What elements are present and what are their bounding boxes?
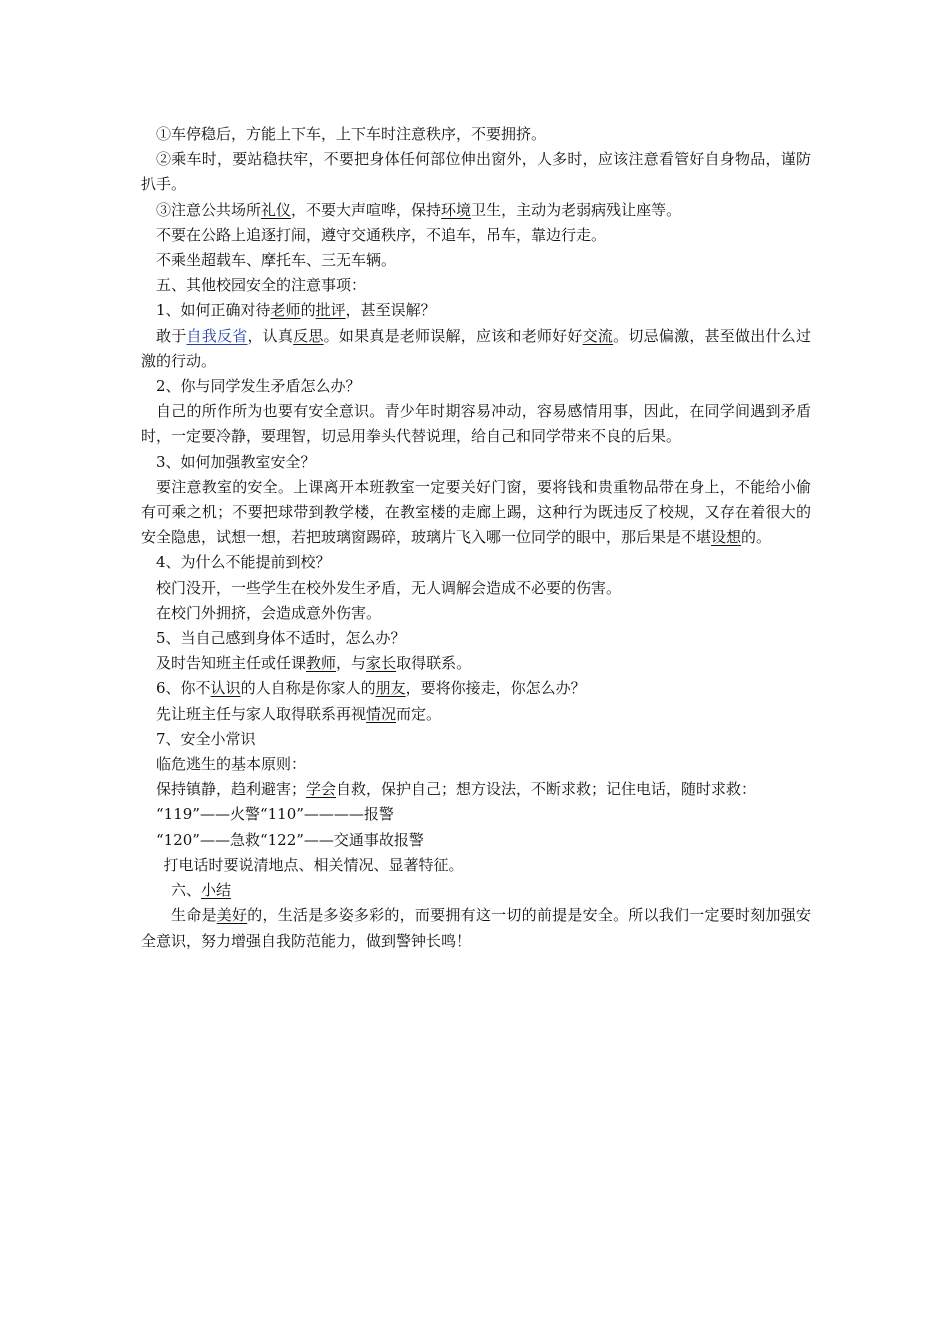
bus-rule-2: ②乘车时，要站稳扶牢，不要把身体任何部位伸出窗外，人多时，应该注意看管好自身物品，谨防扒手。 [141, 150, 811, 194]
underlined-term: 教师 [306, 654, 337, 673]
underlined-term: 学会 [306, 780, 337, 799]
road-rule-1: 不要在公路上追逐打闹，遵守交通秩序，不追车，吊车，靠边行走。 [156, 225, 607, 244]
underlined-term: 设想 [711, 528, 742, 547]
question-6: 6、你不认识的人自称是你家人的朋友，要将你接走，你怎么办？ [156, 679, 586, 698]
answer-7-title: 临危逃生的基本原则： [156, 755, 307, 774]
answer-2: 自己的所作所为也要有安全意识。青少年时期容易冲动，容易感情用事，因此，在同学间遇到矛盾时，一定要冷静，要理智，切忌用拳头代替说理，给自己和同学带来不良的后果。 [141, 402, 811, 446]
underlined-term: 美好 [216, 906, 248, 925]
bus-rule-1: ①车停稳后，方能上下车，上下车时注意秩序，不要拥挤。 [156, 125, 547, 143]
road-rule-2: 不乘坐超载车、摩托车、三无车辆。 [156, 251, 397, 270]
question-5: 5、当自己感到身体不适时，怎么办？ [156, 629, 406, 648]
underlined-term: 交流 [582, 326, 614, 345]
question-2: 2、你与同学发生矛盾怎么办？ [156, 377, 361, 396]
underlined-term: 反思 [293, 326, 324, 345]
self-reflection-link[interactable]: 自我反省 [186, 326, 248, 345]
answer-6: 先让班主任与家人取得联系再视情况而定。 [156, 704, 442, 723]
underlined-term: 小结 [201, 881, 232, 900]
question-1: 1、如何正确对待老师的批评，甚至误解？ [156, 301, 436, 320]
question-7: 7、安全小常识 [156, 729, 256, 748]
underlined-term: 家长 [366, 654, 397, 673]
answer-7-principles: 保持镇静，趋利避害；学会自救，保护自己；想方设法，不断求救；记住电话，随时求救： [156, 780, 757, 799]
answer-3: 要注意教室的安全。上课离开本班教室一定要关好门窗，要将钱和贵重物品带在身上，不能给小偷有可乘之机；不要把球带到教学楼，在教室楼的走廊上踢，这种行为既违反了校规，又存在着很大的安全隐患，试想一想，若把玻璃窗踢碎，玻璃片飞入哪一位同学的眼中，那后果是不堪设想的。 [141, 477, 811, 547]
emergency-numbers-2: “120”——急救“122”——交通事故报警 [156, 830, 424, 849]
section-6-heading: 六、小结 [171, 881, 232, 900]
underlined-term: 朋友 [375, 679, 406, 698]
phone-call-note: 打电话时要说清地点、相关情况、显著特征。 [163, 855, 464, 874]
answer-1: 敢于自我反省，认真反思。如果真是老师误解，应该和老师好好交流。切忌偏激，甚至做出什么过激的行动。 [141, 326, 811, 370]
underlined-term: 礼仪 [261, 200, 292, 219]
underlined-term: 认识 [210, 679, 241, 698]
underlined-term: 批评 [315, 301, 346, 320]
question-4: 4、为什么不能提前到校？ [156, 553, 331, 572]
bus-rule-3: ③注意公共场所礼仪，不要大声喧哗，保持环境卫生，主动为老弱病残让座等。 [156, 200, 682, 219]
document-page [141, 122, 811, 954]
section-5-heading: 五、其他校园安全的注意事项： [156, 276, 367, 295]
emergency-numbers-1: “119”——火警“110”————报警 [156, 805, 394, 824]
answer-4-line-1: 校门没开，一些学生在校外发生矛盾，无人调解会造成不必要的伤害。 [156, 578, 622, 597]
section-6-body: 生命是美好的，生活是多姿多彩的，而要拥有这一切的前提是安全。所以我们一定要时刻加强安全意识，努力增强自我防范能力，做到警钟长鸣！ [141, 906, 811, 950]
underlined-term: 环境 [441, 200, 472, 219]
answer-5: 及时告知班主任或任课教师，与家长取得联系。 [156, 654, 472, 673]
question-3: 3、如何加强教室安全？ [156, 452, 316, 471]
answer-4-line-2: 在校门外拥挤，会造成意外伤害。 [156, 603, 382, 622]
underlined-term: 老师 [270, 301, 301, 320]
underlined-term: 情况 [366, 704, 397, 723]
